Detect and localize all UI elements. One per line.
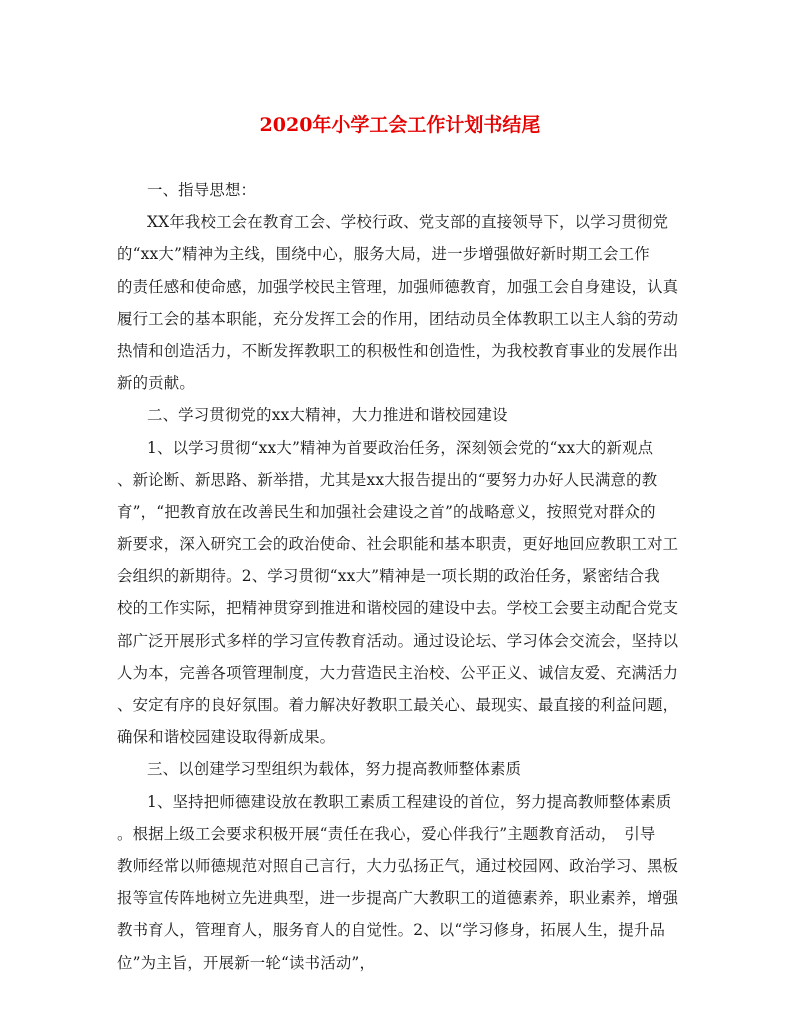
text-line: 的“xx大”精神为主线，围绕中心，服务大局，进一步增强做好新时期工会工作 — [117, 245, 650, 264]
text-line: 一、指导思想： — [147, 181, 257, 199]
text-line: 的责任感和使命感，加强学校民主管理，加强师德教育，加强工会自身建设，认真 — [117, 277, 679, 296]
text-line: 位”为主旨，开展新一轮“读书活动”， — [117, 953, 376, 972]
text-line: 新的贡献。 — [117, 374, 195, 393]
text-line: 1、坚持把师德建设放在教职工素质工程建设的首位，努力提高教师整体素质 — [147, 792, 672, 811]
text-line: XX年我校工会在教育工会、学校行政、党支部的直接领导下，以学习贯彻党 — [147, 213, 669, 232]
document-body — [117, 174, 685, 979]
text-line: 校的工作实际，把精神贯穿到推进和谐校园的建设中去。学校工会要主动配合党支 — [117, 599, 679, 618]
text-line: 、新论断、新思路、新举措，尤其是xx大报告提出的“要努力办好人民满意的教 — [117, 470, 658, 489]
text-line: 教书育人，管理育人，服务育人的自觉性。2、以“学习修身，拓展人生，提升品 — [117, 921, 666, 940]
text-line: 履行工会的基本职能，充分发挥工会的作用，团结动员全体教职工以主人翁的劳动 — [117, 309, 679, 328]
text-line: 会组织的新期待。2、学习贯彻“xx大”精神是一项长期的政治任务，紧密结合我 — [117, 567, 660, 586]
text-line: 三、以创建学习型组织为载体，努力提高教师整体素质 — [147, 760, 522, 779]
text-line: 部广泛开展形式多样的学习宣传教育活动。通过设论坛、学习体会交流会，坚持以 — [117, 631, 679, 650]
text-line: 报等宣传阵地树立先进典型，进一步提高广大教职工的道德素养，职业素养，增强 — [117, 889, 679, 908]
document-title: 2020年小学工会工作计划书结尾 — [259, 114, 541, 136]
text-line: 二、学习贯彻党的xx大精神，大力推进和谐校园建设 — [147, 406, 508, 425]
text-line: 新要求，深入研究工会的政治使命、社会职能和基本职责，更好地回应教职工对工 — [117, 535, 679, 554]
text-line: 人为本，完善各项管理制度，大力营造民主治校、公平正义、诚信友爱、充满活力 — [117, 663, 679, 682]
text-line: 确保和谐校园建设取得新成果。 — [117, 728, 336, 747]
text-line: 1、以学习贯彻“xx大”精神为首要政治任务，深刻领会党的“xx大的新观点 — [147, 438, 654, 457]
text-line: 。根据上级工会要求积极开展“责任在我心，爱心伴我行”主题教育活动， 引导 — [117, 824, 656, 843]
text-line: 育”，“把教育放在改善民生和加强社会建设之首”的战略意义，按照党对群众的 — [117, 502, 656, 521]
text-line: 热情和创造活力，不断发挥教职工的积极性和创造性，为我校教育事业的发展作出 — [117, 341, 679, 360]
text-line: 教师经常以师德规范对照自己言行，大力弘扬正气，通过校园网、政治学习、黑板 — [117, 856, 679, 875]
text-line: 、安定有序的良好氛围。着力解决好教职工最关心、最现实、最直接的利益问题， — [117, 696, 679, 714]
